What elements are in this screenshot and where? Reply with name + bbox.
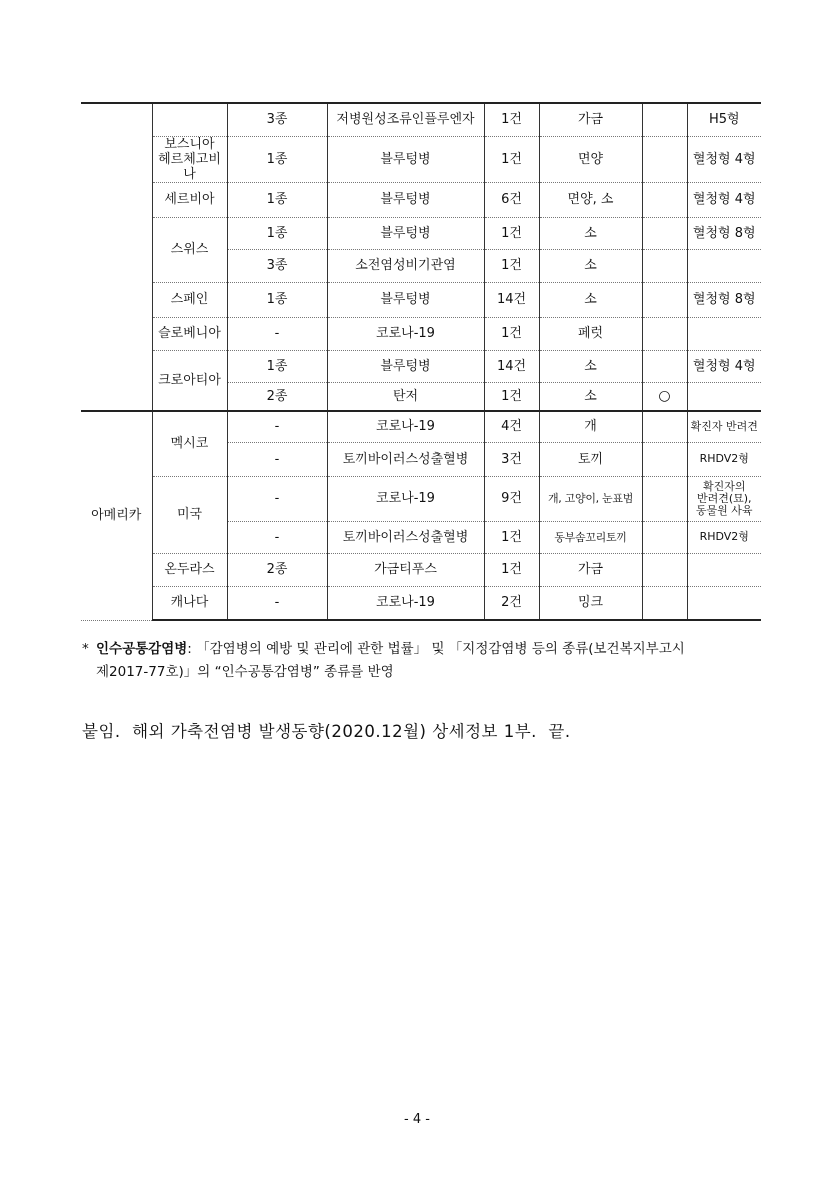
table-row xyxy=(81,282,761,317)
mark-cell xyxy=(642,586,687,620)
species-cell: 가금 xyxy=(539,553,642,586)
mark-cell xyxy=(642,553,687,586)
count-cell: 14건 xyxy=(484,282,539,317)
species-cell: 소 xyxy=(539,382,642,411)
disease-cell: 저병원성조류인플루엔자 xyxy=(327,103,484,136)
species-cell: 소 xyxy=(539,217,642,249)
country-cell: 멕시코 xyxy=(152,411,227,476)
mark-cell xyxy=(642,182,687,217)
disease-cell: 코로나-19 xyxy=(327,317,484,350)
note-cell: 확진자 반려견 xyxy=(687,411,761,442)
grade-cell: - xyxy=(227,442,327,476)
mark-cell xyxy=(642,442,687,476)
disease-cell: 블루텅병 xyxy=(327,282,484,317)
country-cell: 슬로베니아 xyxy=(152,317,227,350)
grade-cell: - xyxy=(227,586,327,620)
species-cell: 개 xyxy=(539,411,642,442)
count-cell: 1건 xyxy=(484,382,539,411)
note-cell: 혈청형 4형 xyxy=(687,136,761,182)
count-cell: 1건 xyxy=(484,136,539,182)
disease-cell: 토끼바이러스성출혈병 xyxy=(327,442,484,476)
table-row xyxy=(81,182,761,217)
note-cell xyxy=(687,382,761,411)
note-cell: 혈청형 8형 xyxy=(687,217,761,249)
footnote-term: 인수공통감염병 xyxy=(96,641,188,657)
disease-cell: 소전염성비기관염 xyxy=(327,249,484,282)
species-cell: 동부솜꼬리토끼 xyxy=(539,521,642,553)
table-row xyxy=(81,136,761,182)
country-cell: 보스니아 헤르체고비나 xyxy=(152,136,227,182)
count-cell: 6건 xyxy=(484,182,539,217)
note-cell xyxy=(687,553,761,586)
country-cell: 미국 xyxy=(152,476,227,553)
table-row xyxy=(81,553,761,586)
country-cell: 크로아티아 xyxy=(152,350,227,411)
note-cell xyxy=(687,586,761,620)
mark-cell xyxy=(642,411,687,442)
grade-cell: 1종 xyxy=(227,217,327,249)
note-cell: 혈청형 8형 xyxy=(687,282,761,317)
footnote-line-2: 제2017-77호)」의 “인수공통감염병” 종류를 반영 xyxy=(96,664,394,680)
disease-cell: 블루텅병 xyxy=(327,182,484,217)
region-cell-europe xyxy=(81,103,152,411)
country-cell: 세르비아 xyxy=(152,182,227,217)
grade-cell: 3종 xyxy=(227,249,327,282)
species-cell: 소 xyxy=(539,282,642,317)
grade-cell: 2종 xyxy=(227,553,327,586)
table-row xyxy=(81,350,761,382)
grade-cell: 1종 xyxy=(227,136,327,182)
mark-cell xyxy=(642,521,687,553)
count-cell: 1건 xyxy=(484,249,539,282)
count-cell: 1건 xyxy=(484,521,539,553)
grade-cell: - xyxy=(227,317,327,350)
note-cell: 혈청형 4형 xyxy=(687,182,761,217)
page-number: - 4 - xyxy=(404,1112,430,1127)
table-row xyxy=(81,103,761,136)
disease-cell: 블루텅병 xyxy=(327,350,484,382)
note-cell: 혈청형 4형 xyxy=(687,350,761,382)
species-cell: 페럿 xyxy=(539,317,642,350)
mark-cell xyxy=(642,103,687,136)
table-row xyxy=(81,317,761,350)
grade-cell: - xyxy=(227,521,327,553)
species-cell: 토끼 xyxy=(539,442,642,476)
country-cell xyxy=(152,103,227,136)
mark-cell xyxy=(642,282,687,317)
grade-cell: 1종 xyxy=(227,282,327,317)
disease-cell: 블루텅병 xyxy=(327,136,484,182)
note-cell: H5형 xyxy=(687,103,761,136)
species-cell: 개, 고양이, 눈표범 xyxy=(539,476,642,521)
mark-cell xyxy=(642,136,687,182)
count-cell: 1건 xyxy=(484,217,539,249)
species-cell: 소 xyxy=(539,249,642,282)
country-cell: 스페인 xyxy=(152,282,227,317)
region-cell-americas: 아메리카 xyxy=(81,411,152,620)
mark-cell xyxy=(642,317,687,350)
count-cell: 1건 xyxy=(484,317,539,350)
footnote-text: : 「감염병의 예방 및 관리에 관한 법률」 및 「지정감염병 등의 종류(보건복지부고시 xyxy=(187,641,685,657)
note-cell: RHDV2형 xyxy=(687,442,761,476)
country-cell: 스위스 xyxy=(152,217,227,282)
species-cell: 면양 xyxy=(539,136,642,182)
grade-cell: 2종 xyxy=(227,382,327,411)
note-cell xyxy=(687,317,761,350)
disease-cell: 토끼바이러스성출혈병 xyxy=(327,521,484,553)
disease-cell: 가금티푸스 xyxy=(327,553,484,586)
note-cell: 확진자의 반려견(묘), 동물원 사육 xyxy=(687,476,761,521)
disease-cell: 코로나-19 xyxy=(327,476,484,521)
count-cell: 3건 xyxy=(484,442,539,476)
table-row xyxy=(81,476,761,521)
species-cell: 소 xyxy=(539,350,642,382)
footnote-line-1 xyxy=(82,638,762,661)
species-cell: 가금 xyxy=(539,103,642,136)
grade-cell: - xyxy=(227,476,327,521)
country-cell: 온두라스 xyxy=(152,553,227,586)
species-cell: 밍크 xyxy=(539,586,642,620)
footnote xyxy=(82,638,762,684)
outbreak-table xyxy=(81,102,761,621)
count-cell: 4건 xyxy=(484,411,539,442)
disease-cell: 탄저 xyxy=(327,382,484,411)
mark-cell: ○ xyxy=(642,382,687,411)
note-cell: RHDV2형 xyxy=(687,521,761,553)
species-cell: 면양, 소 xyxy=(539,182,642,217)
mark-cell xyxy=(642,249,687,282)
count-cell: 1건 xyxy=(484,103,539,136)
grade-cell: 1종 xyxy=(227,182,327,217)
disease-cell: 블루텅병 xyxy=(327,217,484,249)
disease-cell: 코로나-19 xyxy=(327,411,484,442)
count-cell: 2건 xyxy=(484,586,539,620)
table-row xyxy=(81,586,761,620)
mark-cell xyxy=(642,476,687,521)
footnote-marker: * xyxy=(82,641,89,657)
count-cell: 14건 xyxy=(484,350,539,382)
count-cell: 1건 xyxy=(484,553,539,586)
table-row xyxy=(81,217,761,249)
mark-cell xyxy=(642,217,687,249)
count-cell: 9건 xyxy=(484,476,539,521)
country-cell: 캐나다 xyxy=(152,586,227,620)
table-row xyxy=(81,411,761,442)
attachment-line: 붙임. 해외 가축전염병 발생동향(2020.12월) 상세정보 1부. 끝. xyxy=(82,722,571,741)
grade-cell: 3종 xyxy=(227,103,327,136)
note-cell xyxy=(687,249,761,282)
grade-cell: - xyxy=(227,411,327,442)
disease-cell: 코로나-19 xyxy=(327,586,484,620)
mark-cell xyxy=(642,350,687,382)
grade-cell: 1종 xyxy=(227,350,327,382)
